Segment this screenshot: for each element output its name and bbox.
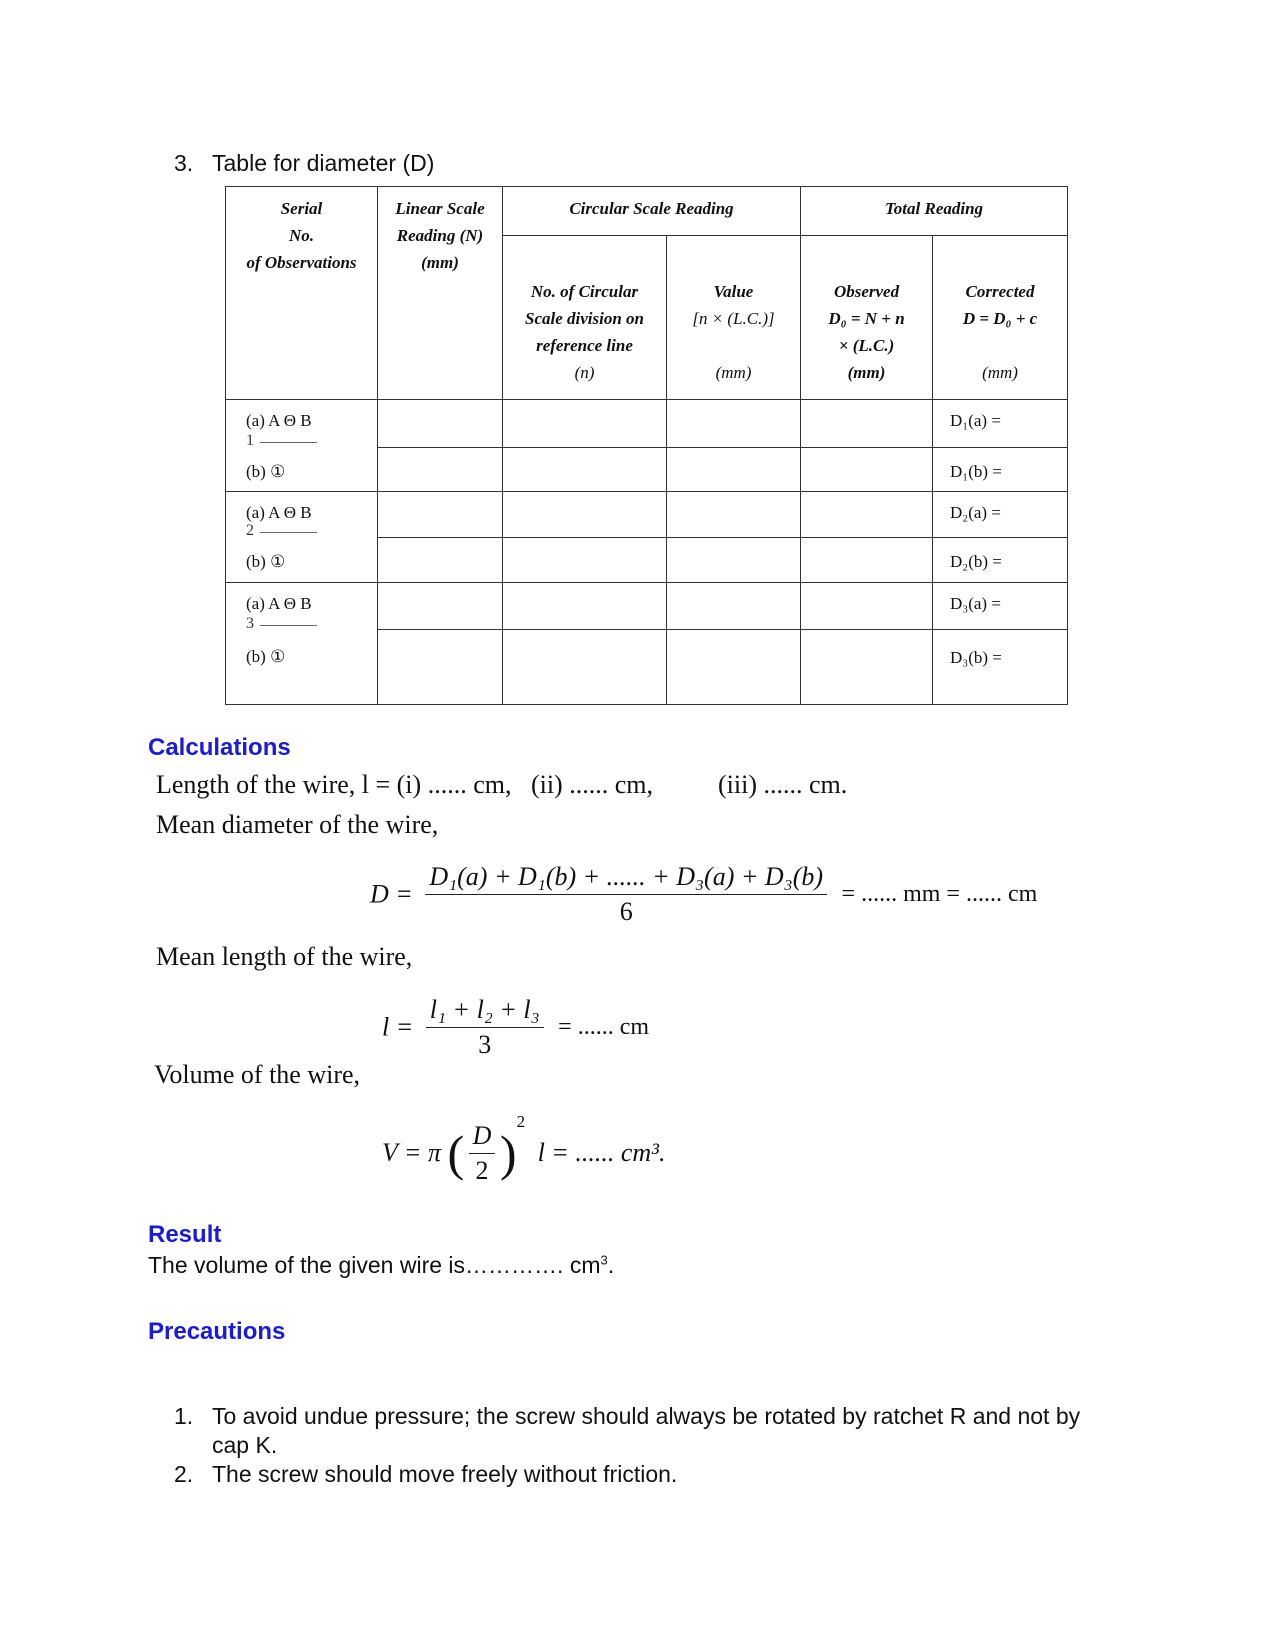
d-b-cell: D₂(b) = (933, 538, 1068, 583)
row-label-a: (a) A Θ B (226, 400, 378, 448)
subheader-corrected: Corrected D = D₀ + c (mm) (933, 235, 1068, 400)
diameter-formula (370, 862, 1037, 927)
volume-label: Volume of the wire, (154, 1060, 361, 1089)
d-b-cell: D₃(b) = (933, 629, 1068, 704)
row-label-b: 2 (b) ① (226, 538, 378, 583)
l-numerator: l₁ + l₂ + l₃ (426, 995, 544, 1028)
row-label-b: 1 (b) ① (226, 448, 378, 492)
mean-length-label: Mean length of the wire, (156, 942, 413, 971)
table-row (226, 400, 1068, 448)
header-circular-scale: Circular Scale Reading (503, 187, 801, 236)
d-a-cell: D₂(a) = (933, 491, 1068, 538)
d-b-cell: D₁(b) = (933, 448, 1068, 492)
row-label-b: 3 (b) ① (226, 629, 378, 704)
d-denominator: 6 (619, 897, 633, 926)
row-label-a: (a) A Θ B (226, 583, 378, 630)
table-row (226, 538, 1068, 583)
diameter-table (225, 186, 1068, 705)
d-a-cell: D₁(a) = (933, 400, 1068, 448)
open-paren: ( (447, 1125, 465, 1182)
mean-diameter-label: Mean diameter of the wire, (156, 810, 439, 839)
row-number: 2 (246, 521, 254, 539)
d-rhs: = ...... mm = ...... cm (841, 881, 1038, 907)
heading-text: Table for diameter (D) (212, 150, 435, 176)
list-item: 2. The screw should move freely without friction. (174, 1461, 678, 1487)
calculations-title: Calculations (148, 734, 291, 761)
row-label-a: (a) A Θ B (226, 491, 378, 538)
precautions-title: Precautions (148, 1318, 286, 1345)
result-title: Result (148, 1221, 222, 1248)
table-row (226, 491, 1068, 538)
row-number: 1 (246, 431, 254, 449)
precautions-list (174, 1402, 1104, 1489)
heading-number: 3. (174, 150, 194, 176)
v-numerator: D (469, 1121, 496, 1154)
v-exponent: 2 (516, 1112, 526, 1131)
v-rhs: l = ...... cm³. (537, 1138, 666, 1168)
l-rhs: = ...... cm (558, 1014, 650, 1040)
table-row (226, 629, 1068, 704)
l-denominator: 3 (478, 1030, 492, 1059)
subheader-circular-division: No. of Circular Scale division on reference line (n) (503, 235, 667, 400)
subheader-value: Value [n × (L.C.)] (mm) (667, 235, 801, 400)
d-a-cell: D₃(a) = (933, 583, 1068, 630)
volume-formula (382, 1112, 665, 1186)
subheader-observed: Observed D₀ = N + n × (L.C.) (mm) (801, 235, 933, 400)
row-number: 3 (246, 615, 254, 633)
length-line: Length of the wire, l = (i) ...... cm, (ii) ...... cm, (iii) ...... cm. (156, 770, 848, 799)
result-text: The volume of the given wire is…………. $cm^3$. (148, 1252, 615, 1278)
table-row (226, 448, 1068, 492)
close-paren: ) (499, 1125, 517, 1182)
list-item: 1. To avoid undue pressure; the screw should always be rotated by ratchet R and not by cap K. (174, 1403, 1081, 1458)
table-heading (174, 150, 434, 177)
l-lhs: l = (382, 1012, 414, 1042)
d-lhs: D = (370, 879, 413, 909)
v-lhs: V = π (382, 1138, 441, 1168)
header-serial: Serial No. of Observations (226, 187, 378, 400)
d-numerator: D₁(a) + D₁(b) + ...... + D₃(a) + D₃(b) (425, 862, 827, 895)
length-formula (382, 995, 649, 1060)
table-row (226, 583, 1068, 630)
v-denominator: 2 (475, 1155, 489, 1185)
header-linear-scale: Linear Scale Reading (N) (mm) (378, 187, 503, 400)
header-total-reading: Total Reading (801, 187, 1068, 236)
